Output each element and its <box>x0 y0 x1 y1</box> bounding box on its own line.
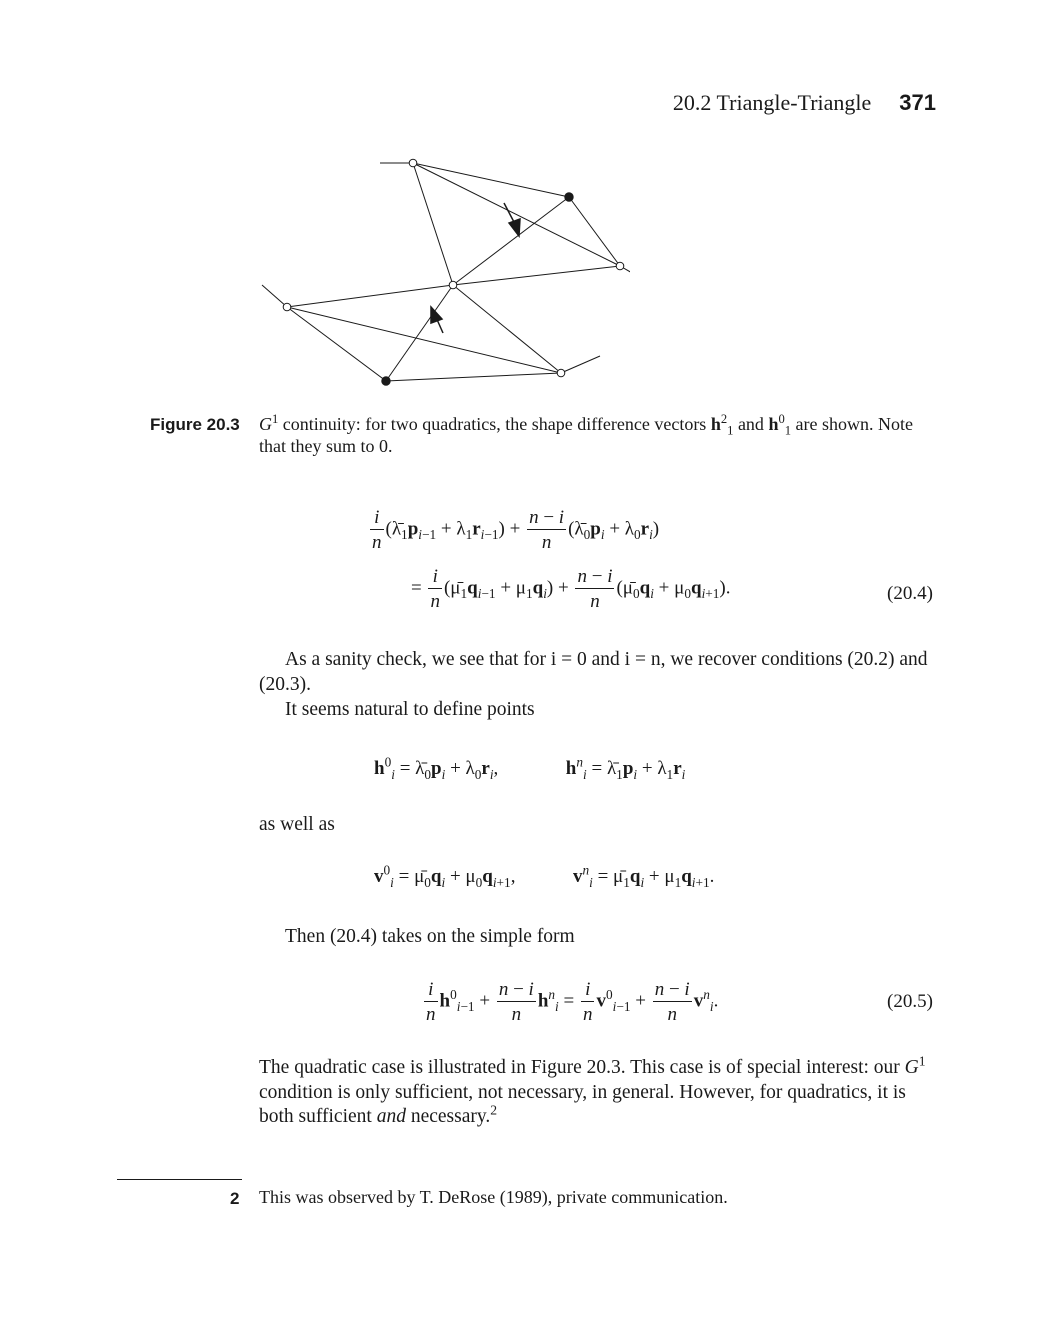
figure-triangles <box>230 145 630 395</box>
edge-extension <box>561 356 600 373</box>
tri-edge <box>453 266 620 285</box>
footnote-number: 2 <box>230 1189 240 1208</box>
paragraph-sanity-check: As a sanity check, we see that for i = 0 and i = n, we recover conditions (20.2) and (20.3). <box>259 649 928 695</box>
paragraph-as-well-as: as well as <box>259 814 335 835</box>
equation-20-4-line1: $\frac{i}{n}$ $(\lambdā_1p_{i-1} + \lambda_1r_{i-1})$ + $\frac{n - i}{n}$ $(\lambdā_0p_i + \lambda_0r_i)$ <box>372 507 660 553</box>
footnote-rule <box>117 1179 242 1180</box>
solid-control-point <box>565 193 573 201</box>
paragraph-define-points: It seems natural to define points <box>285 699 535 720</box>
paragraph-quadratic-case: The quadratic case is illustrated in Figure 20.3. This case is of special interest: our $G^1$ condition is only sufficient, not necessary, in general. However, for quadratics, it is both sufficient and necessary.$^2$ <box>259 1053 926 1127</box>
figure-caption: $G^1$ continuity: for two quadratics, the shape difference vectors $h^2_1$ and $h^0_1$ are shown. Note that they sum to 0. <box>259 412 914 456</box>
paragraph-simple-form: Then (20.4) takes on the simple form <box>285 926 575 947</box>
open-control-point <box>449 281 457 289</box>
running-head <box>673 90 936 116</box>
equation-number-20-4: (20.4) <box>887 583 933 604</box>
figure-label: Figure 20.3 <box>150 415 240 434</box>
edge-extension <box>262 285 287 307</box>
tri-edge <box>287 285 453 307</box>
tri-edge <box>287 307 386 381</box>
page-number: 371 <box>899 90 936 115</box>
solid-control-point <box>382 377 390 385</box>
tri-edge <box>413 163 569 197</box>
section-title: 20.2 Triangle-Triangle <box>672 90 872 115</box>
tri-edge <box>413 163 620 266</box>
open-control-point <box>557 369 565 377</box>
tri-edge <box>386 373 561 381</box>
equation-h-definitions: $h^0_i$ = $\lambdā_0p_i + \lambda_0r_i$, $h^n_i$ = $\lambdā_1p_i + \lambda_1r_i$ <box>374 754 686 782</box>
equation-number-20-5: (20.5) <box>887 991 933 1012</box>
equation-20-5: $\frac{i}{n}$ $h^0_{i-1}$ + $\frac{n - i}{n}$ $h^n_i$ = $\frac{i}{n}$ $v^0_{i-1}$ + $\frac{n - i}{n}$ $v^n_i$. <box>426 979 719 1025</box>
arrowhead-h2 <box>509 219 520 236</box>
tri-edge <box>569 197 620 266</box>
equation-v-definitions: $v^0_i$ = $\mū_0q_i + \mu_0q_{i+1}$, $v^n_i$ = $\mū_1q_i + \mu_1q_{i+1}$. <box>374 862 715 890</box>
tri-edge <box>453 197 569 285</box>
open-control-point <box>616 262 624 270</box>
open-control-point <box>409 159 417 167</box>
tri-edge <box>413 163 453 285</box>
footnote-reference[interactable]: 2 <box>490 1102 498 1118</box>
equation-20-4-line2: = $\frac{i}{n}$ $(\mū_1q_{i-1} + \mu_1q_i)$ + $\frac{n - i}{n}$ $(\mū_0q_i + \mu_0q_{i+1})$. <box>411 566 731 612</box>
open-control-point <box>283 303 291 311</box>
footnote-text: This was observed by T. DeRose (1989), private communication. <box>259 1187 728 1207</box>
